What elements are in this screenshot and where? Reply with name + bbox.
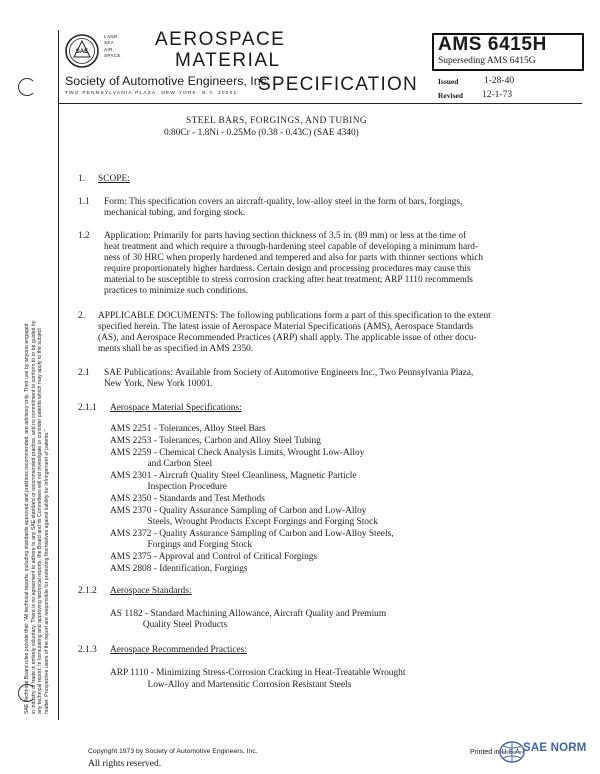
logo-side-text: LAND SEA AIR SPACE <box>104 34 121 58</box>
section-2-1-3-number: 2.1.3 <box>78 645 97 655</box>
section-1-title: SCOPE: <box>98 174 130 184</box>
list-item: Forgings and Forging Stock <box>110 540 253 550</box>
section-2-text: ments shall be as specified in AMS 2350. <box>98 344 254 354</box>
list-item: ARP 1110 - Minimizing Stress-Corrosion Cracking in Heat-Treatable Wrought <box>110 668 406 678</box>
list-item: Quality Steel Products <box>110 620 228 630</box>
issued-label: Issued <box>438 77 459 86</box>
list-item: AMS 2808 - Identification, Forgings <box>110 564 248 574</box>
list-item: AMS 2375 - Approval and Control of Critical Forgings <box>110 552 318 562</box>
section-2-1-1-number: 2.1.1 <box>78 403 97 413</box>
section-1-2-text: require proportionately higher hardness. Certain design and processing procedures may cause this <box>104 264 471 274</box>
list-item: AMS 2301 - Aircraft Quality Steel Cleanliness, Magnetic Particle <box>110 471 357 481</box>
list-item: AMS 2259 - Chemical Check Analysis Limits, Wrought Low-Alloy <box>110 448 365 458</box>
logo-letters: SAE <box>75 49 89 55</box>
section-2-1-text: SAE Publications: Available from Society of Automotive Engineers Inc., Two Pennsylvania Plaza, <box>104 368 474 378</box>
spec-title-line1: STEEL BARS, FORGINGS, AND TUBING <box>186 116 368 126</box>
list-item: AMS 2350 - Standards and Test Methods <box>110 494 265 504</box>
side-note-line: SAE Technical Board rules provide that: "All technical reports, including standards approved and practices recommended, are advisory only. Their use by anyone engaged <box>24 323 30 714</box>
side-note-line: in industry or trade is entirely voluntary. There is no agreement to adhere to any SAE standard or recommended practice, and no commitment to conform to or be guided by <box>30 320 37 714</box>
list-item: and Carbon Steel <box>110 459 213 469</box>
society-name: Society of Automotive Engineers, Inc. <box>65 74 271 88</box>
section-1-1-number: 1.1 <box>78 197 90 207</box>
section-2-text: specified herein. The latest issue of Aerospace Material Specifications (AMS), Aerospace Standards <box>98 322 473 332</box>
revised-label: Revised <box>438 91 463 100</box>
section-2-number: 2. <box>78 311 86 321</box>
section-2-1-2-title: Aerospace Standards: <box>110 586 192 596</box>
section-1-2-text: practices to minimize such conditions. <box>104 286 248 296</box>
header-bottom-rule <box>58 103 582 104</box>
section-2-1-number: 2.1 <box>78 368 90 378</box>
section-1-2-text: ness of 30 HRC when properly hardened and tempered and also for parts with thinner sections which <box>104 253 484 263</box>
section-2-text: (AS), and Aerospace Recommended Practices (ARP) shall apply. The applicable issue of other docu- <box>98 333 477 343</box>
section-2-1-3-title: Aerospace Recommended Practices: <box>110 645 247 655</box>
issued-date: 1-28-40 <box>484 76 515 86</box>
section-1-2-text: heat treatment and which require a through-hardening steel capable of developing a minimum hard- <box>104 242 479 252</box>
list-item: AMS 2370 - Quality Assurance Sampling of Carbon and Low-Alloy <box>110 506 367 516</box>
section-1-2-text: Application: Primarily for parts having section thickness of 3.5 in. (89 mm) or less at the time of <box>104 231 467 241</box>
section-1-1-text: mechanical tubing, and forging stock. <box>104 208 246 218</box>
list-item: AMS 2372 - Quality Assurance Sampling of Carbon and Low-Alloy Steels, <box>110 529 394 539</box>
title-aerospace: AEROSPACE <box>155 29 286 50</box>
sae-logo <box>65 33 99 69</box>
doc-number: AMS 6415H <box>438 34 547 55</box>
side-note-line: matter. Prospective users of the report are responsible for protecting themselves against liability for infringement of patents." <box>43 429 50 714</box>
list-item: Low-Alloy and Martensitic Corrosion Resistant Steels <box>110 680 352 690</box>
list-item: Steels, Wrought Products Except Forgings and Forging Stock <box>110 517 378 527</box>
section-1-2-text: material to be susceptible to stress corrosion cracking after heat treatment; ARP 1110 recommends <box>104 275 473 285</box>
title-material: MATERIAL <box>175 50 281 71</box>
rights-reserved: All rights reserved. <box>88 759 162 769</box>
punch-hole-mark <box>18 78 36 96</box>
printed-in: Printed in U.S.A. <box>470 749 522 756</box>
list-item: AMS 2251 - Tolerances, Alloy Steel Bars <box>110 424 266 434</box>
section-2-text: APPLICABLE DOCUMENTS: The following publications form a part of this specification to the extent <box>98 311 491 321</box>
copyright: Copyright 1973 by Society of Automotive Engineers, Inc. <box>88 748 258 755</box>
section-1-number: 1. <box>78 174 86 184</box>
list-item: Inspection Procedure <box>110 482 227 492</box>
section-2-1-2-number: 2.1.2 <box>78 586 97 596</box>
side-note-line: any technical report. In formulating and approving technical reports, the Board and its Committees will not investigate or consider patents which may apply to the subject <box>37 328 44 714</box>
section-1-1-text: Form: This specification covers an aircraft-quality, low-alloy steel in the form of bars, forgings, <box>104 197 463 207</box>
list-item: AMS 2253 - Tolerances, Carbon and Alloy Steel Tubing <box>110 436 321 446</box>
left-margin-rule <box>58 30 59 720</box>
section-2-1-1-title: Aerospace Material Specifications: <box>110 403 242 413</box>
superseding: Superseding AMS 6415G <box>438 56 536 66</box>
section-1-2-number: 1.2 <box>78 231 90 241</box>
revised-date: 12-1-73 <box>482 90 513 100</box>
sae-norm-watermark <box>497 738 597 768</box>
society-address: TWO PENNSYLVANIA PLAZA, NEW YORK, N.Y. 10001 <box>65 91 238 96</box>
section-2-1-text: New York, New York 10001. <box>104 379 213 389</box>
watermark-text: SAE NORM <box>523 742 587 754</box>
title-specification: SPECIFICATION <box>258 74 418 95</box>
spec-title-line2: 0.80Cr - 1.8Ni - 0.25Mo (0.38 - 0.43C) (SAE 4340) <box>164 128 359 138</box>
list-item: AS 1182 - Standard Machining Allowance, Aircraft Quality and Premium <box>110 609 387 619</box>
